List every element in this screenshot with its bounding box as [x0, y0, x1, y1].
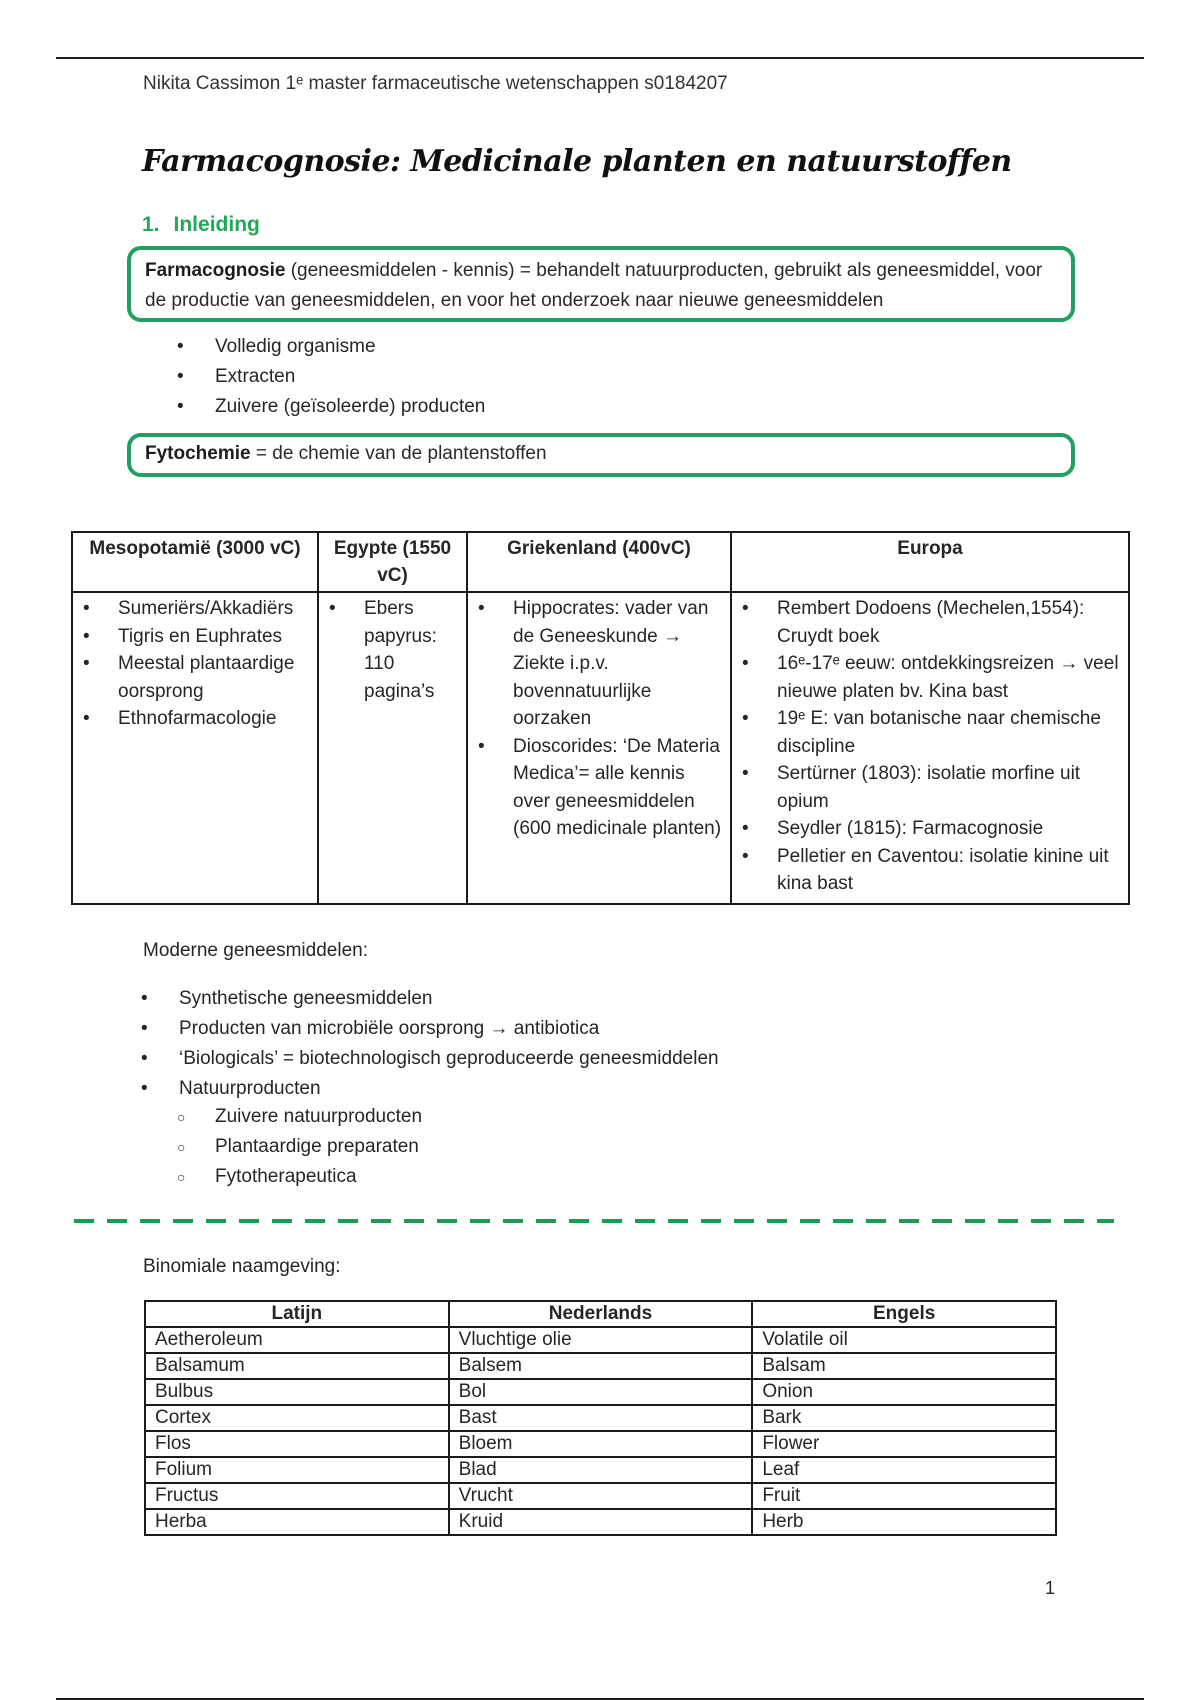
bullet-icon: • [329, 598, 336, 619]
bullet-icon: • [742, 598, 749, 619]
list-item [79, 650, 311, 705]
table-cell: Vrucht [449, 1483, 753, 1509]
list-item [738, 705, 1122, 760]
natural-products-sublist [177, 1102, 423, 1192]
list-item [738, 815, 1122, 843]
list-item-text: Sumeriërs/Akkadiërs [118, 598, 294, 619]
column-header: Europa [731, 532, 1129, 592]
list-item [177, 362, 485, 392]
bullet-icon: • [141, 1018, 148, 1039]
table-cell: Leaf [752, 1457, 1056, 1483]
table-cell: Herba [145, 1509, 449, 1535]
list-item [141, 984, 719, 1014]
definition-box-fytochemie [127, 433, 1075, 477]
bullet-icon: • [177, 366, 184, 387]
table-cell: Bark [752, 1405, 1056, 1431]
list-item [177, 1132, 422, 1162]
table-cell: Kruid [449, 1509, 753, 1535]
list-item-text: Ethnofarmacologie [118, 708, 277, 729]
list-item [177, 392, 486, 422]
table-row [145, 1405, 1056, 1431]
list-item [325, 595, 460, 705]
table-cell: Flower [752, 1431, 1056, 1457]
bullet-icon: • [478, 598, 485, 619]
bullet-icon: • [177, 336, 184, 357]
list-item-text: Tigris en Euphrates [118, 625, 283, 647]
binomial-header-row [145, 1301, 1056, 1327]
table-cell: Balsamum [145, 1353, 449, 1379]
list-item [738, 843, 1122, 898]
list-item [141, 1074, 719, 1104]
table-cell: Bol [449, 1379, 753, 1405]
column-header: Engels [752, 1301, 1056, 1327]
list-item-text: Rembert Dodoens (Mechelen,1554): Cruydt boek [777, 598, 1085, 647]
section-number: 1. [142, 213, 160, 236]
column-header: Griekenland (400vC) [467, 532, 731, 592]
list-item-text: Extracten [215, 366, 296, 387]
table-row [145, 1379, 1056, 1405]
bullet-icon: • [83, 625, 90, 647]
modern-drugs-title: Moderne geneesmiddelen: [143, 940, 368, 961]
table-cell: Bulbus [145, 1379, 449, 1405]
list-item [474, 733, 724, 843]
page-top-rule [56, 57, 1144, 59]
bullet-icon: • [141, 1048, 148, 1069]
definition-box-farmacognosie [127, 246, 1075, 322]
list-item [141, 1014, 719, 1044]
history-table-header-row [72, 532, 1129, 592]
table-row [145, 1431, 1056, 1457]
table-cell: Herb [752, 1509, 1056, 1535]
binomial-table [144, 1300, 1057, 1536]
list-item [474, 595, 724, 733]
definition-text: = de chemie van de plantenstoffen [250, 443, 547, 464]
list-item-text: Meestal plantaardige oorsprong [118, 653, 295, 702]
list-item-text: 19ᵉ E: van botanische naar chemische discipline [777, 708, 1101, 757]
table-cell: Cortex [145, 1405, 449, 1431]
bullet-icon: • [141, 988, 148, 1009]
table-cell: Bast [449, 1405, 753, 1431]
definition-text: (geneesmiddelen - kennis) = behandelt natuurproducten, gebruikt als geneesmiddel, voor de productie van geneesmiddelen, en voor het onderzoek naar nieuwe geneesmiddelen [145, 260, 1043, 311]
section-heading [142, 213, 260, 237]
history-table [71, 531, 1130, 905]
definition-term: Farmacognosie [145, 260, 286, 281]
history-table-row [72, 592, 1129, 904]
list-item-text: Volledig organisme [215, 336, 376, 357]
column-header: Latijn [145, 1301, 449, 1327]
binomial-title: Binomiale naamgeving: [143, 1256, 341, 1277]
list-item-text: ‘Biologicals’ = biotechnologisch geproduceerde geneesmiddelen [179, 1048, 719, 1069]
list-item-text: Synthetische geneesmiddelen [179, 988, 433, 1009]
list-item [79, 623, 311, 651]
list-item [79, 595, 311, 623]
list-item [177, 332, 485, 362]
bullet-icon: • [177, 396, 184, 417]
column-header: Mesopotamië (3000 vC) [72, 532, 318, 592]
definition-term: Fytochemie [145, 443, 251, 464]
circle-bullet-icon: ○ [177, 1169, 186, 1185]
bullet-icon: • [141, 1078, 148, 1099]
list-item [177, 1102, 423, 1132]
page-number: 1 [1045, 1578, 1056, 1598]
bullet-icon: • [478, 735, 485, 757]
table-cell: Onion [752, 1379, 1056, 1405]
author-header: Nikita Cassimon 1ᵉ master farmaceutische wetenschappen s0184207 [143, 73, 728, 94]
table-cell: Volatile oil [752, 1327, 1056, 1353]
list-item-text: Fytotherapeutica [215, 1166, 357, 1187]
table-cell: Aetheroleum [145, 1327, 449, 1353]
table-row [145, 1509, 1056, 1535]
column-header: Egypte (1550 vC) [318, 532, 467, 592]
bullet-icon: • [83, 598, 90, 619]
list-item [177, 1162, 422, 1192]
history-cell-mesopotamie [72, 592, 318, 904]
bullet-icon: • [83, 708, 90, 729]
circle-bullet-icon: ○ [177, 1139, 186, 1155]
list-item [79, 705, 311, 733]
list-item-text: Producten van microbiële oorsprong → antibiotica [179, 1018, 600, 1039]
column-header: Nederlands [449, 1301, 753, 1327]
table-cell: Fructus [145, 1483, 449, 1509]
document-title: Farmacognosie: Medicinale planten en natuurstoffen [142, 144, 1012, 179]
history-cell-europa [731, 592, 1129, 904]
circle-bullet-icon: ○ [177, 1109, 186, 1125]
list-item-text: 16ᵉ-17ᵉ eeuw: ontdekkingsreizen → veel nieuwe platen bv. Kina bast [777, 653, 1119, 702]
list-item-text: Zuivere natuurproducten [215, 1106, 423, 1127]
table-row [145, 1457, 1056, 1483]
table-cell: Balsam [752, 1353, 1056, 1379]
table-cell: Fruit [752, 1483, 1056, 1509]
table-cell: Blad [449, 1457, 753, 1483]
table-row [145, 1327, 1056, 1353]
table-cell: Flos [145, 1431, 449, 1457]
list-item-text: Sertürner (1803): isolatie morfine uit opium [777, 763, 1081, 812]
list-item-text: Pelletier en Caventou: isolatie kinine uit kina bast [777, 845, 1109, 894]
table-cell: Bloem [449, 1431, 753, 1457]
list-item-text: Hippocrates: vader van de Geneeskunde → Ziekte i.p.v. bovennatuurlijke oorzaken [513, 598, 709, 729]
list-item [738, 760, 1122, 815]
list-item-text: Zuivere (geïsoleerde) producten [215, 396, 486, 417]
table-cell: Vluchtige olie [449, 1327, 753, 1353]
list-item-text: Plantaardige preparaten [215, 1136, 419, 1157]
list-item [141, 1044, 719, 1074]
table-row [145, 1353, 1056, 1379]
dashed-divider [74, 1219, 1114, 1223]
history-cell-egypte [318, 592, 467, 904]
list-item-text: Natuurproducten [179, 1078, 321, 1099]
bullet-icon: • [742, 708, 749, 729]
list-item-text: Seydler (1815): Farmacognosie [777, 818, 1044, 839]
modern-drugs-list [141, 984, 719, 1104]
bullet-icon: • [742, 763, 749, 784]
bullet-icon: • [742, 845, 749, 867]
table-cell: Balsem [449, 1353, 753, 1379]
list-item [738, 595, 1122, 650]
table-row [145, 1483, 1056, 1509]
list-item-text: Ebers papyrus: 110 pagina’s [364, 598, 437, 702]
bullet-icon: • [83, 653, 90, 674]
list-item [738, 650, 1122, 705]
section-title: Inleiding [173, 213, 260, 236]
bullet-icon: • [742, 818, 749, 839]
history-cell-griekenland [467, 592, 731, 904]
intro-list [177, 332, 486, 422]
bullet-icon: • [742, 653, 749, 674]
list-item-text: Dioscorides: ‘De Materia Medica’= alle kennis over geneesmiddelen (600 medicinale planten) [513, 735, 722, 839]
table-cell: Folium [145, 1457, 449, 1483]
